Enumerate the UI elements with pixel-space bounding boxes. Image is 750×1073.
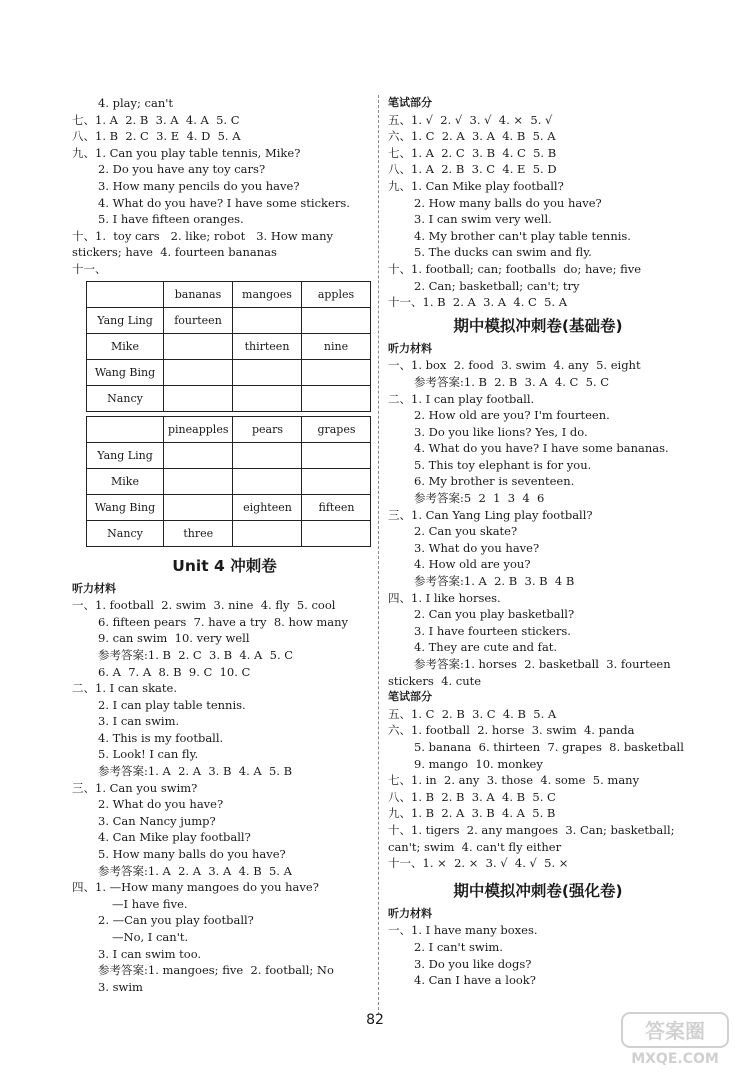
answer-line: —I have five. — [112, 896, 188, 911]
table-cell — [233, 359, 302, 385]
answer-line: 参考答案:1. A 2. A 3. B 4. A 5. B — [98, 764, 293, 779]
answer-line: 三、1. Can you swim? — [72, 780, 198, 795]
table-cell: mangoes — [233, 281, 302, 307]
table-cell: nine — [302, 333, 371, 359]
answer-line: 四、1. I like horses. — [388, 590, 501, 605]
answer-line: 八、1. B 2. C 3. E 4. D 5. A — [72, 129, 241, 144]
table-cell: fifteen — [302, 494, 371, 520]
table-cell — [87, 281, 164, 307]
answer-line: 2. Can you skate? — [414, 524, 518, 539]
table-cell — [233, 520, 302, 546]
table-cell — [302, 468, 371, 494]
table-row — [87, 494, 371, 520]
table-cell: Nancy — [87, 520, 164, 546]
table-cell: pears — [233, 416, 302, 442]
answer-line: 八、1. B 2. B 3. A 4. B 5. C — [388, 789, 556, 804]
right-lines-mid — [388, 341, 688, 872]
table-row — [87, 333, 371, 359]
table-cell — [87, 416, 164, 442]
answer-line: 2. Do you have any toy cars? — [98, 162, 266, 177]
answer-line: 七、1. in 2. any 3. those 4. some 5. many — [388, 773, 640, 788]
answer-table-fruits-2 — [86, 416, 371, 547]
table-cell: Mike — [87, 333, 164, 359]
table-cell: eighteen — [233, 494, 302, 520]
answer-line: 参考答案:1. B 2. B 3. A 4. C 5. C — [414, 374, 610, 389]
midterm-strong-title: 期中模拟冲刺卷(强化卷) — [453, 881, 623, 900]
answer-line: 3. swim — [98, 979, 143, 994]
table-row — [87, 442, 371, 468]
answer-line: 4. What do you have? I have some bananas. — [414, 441, 669, 456]
answer-line: 3. How many pencils do you have? — [98, 178, 300, 193]
answer-line: 4. play; can't — [98, 96, 174, 110]
answer-line: stickers 4. cute — [388, 673, 482, 688]
answer-line: 参考答案:1. A 2. B 3. B 4 B — [414, 574, 575, 589]
answer-line: 三、1. Can Yang Ling play football? — [388, 507, 593, 522]
answer-line: 3. Can Nancy jump? — [98, 813, 216, 828]
answer-line: 一、1. I have many boxes. — [388, 923, 538, 938]
table-cell — [302, 442, 371, 468]
table-cell — [302, 385, 371, 411]
table-cell — [233, 385, 302, 411]
table-cell — [302, 359, 371, 385]
right-lines-top — [388, 95, 688, 311]
column-divider — [378, 95, 379, 1015]
answer-line: 二、1. I can play football. — [388, 391, 535, 406]
section-heading: 笔试部分 — [388, 690, 432, 704]
answer-line: 5. I have fifteen oranges. — [98, 212, 244, 227]
answer-line: 6. fifteen pears 7. have a try 8. how many — [98, 614, 348, 629]
table-cell: fourteen — [164, 307, 233, 333]
table-row — [87, 307, 371, 333]
answer-line: 2. —Can you play football? — [98, 913, 254, 928]
table-cell: Mike — [87, 468, 164, 494]
answer-line: 二、1. I can skate. — [72, 681, 177, 696]
table-cell: grapes — [302, 416, 371, 442]
answer-line: 参考答案:5 2 1 3 4 6 — [414, 491, 545, 506]
table-cell — [302, 520, 371, 546]
table-row — [87, 468, 371, 494]
answer-line: 2. What do you have? — [98, 797, 224, 812]
answer-line: 十、1. football; can; footballs do; have; five — [388, 261, 642, 276]
answer-line: 3. What do you have? — [414, 540, 540, 555]
table-cell: Wang Bing — [87, 494, 164, 520]
table-row — [87, 416, 371, 442]
answer-line: 六、1. football 2. horse 3. swim 4. panda — [388, 723, 635, 738]
answer-line: 5. How many balls do you have? — [98, 847, 286, 862]
left-lines-top — [72, 95, 377, 278]
table-cell: three — [164, 520, 233, 546]
right-column — [388, 95, 688, 989]
answer-line: 3. Do you like dogs? — [414, 956, 532, 971]
table-cell: Wang Bing — [87, 359, 164, 385]
answer-line: 6. My brother is seventeen. — [414, 474, 575, 489]
watermark-logo — [620, 1011, 730, 1067]
answer-line: 十、1. toy cars 2. like; robot 3. How many — [72, 228, 333, 243]
left-column — [72, 95, 377, 995]
table-cell — [233, 468, 302, 494]
answer-line: 十一、1. × 2. × 3. √ 4. √ 5. × — [388, 856, 569, 871]
table-cell — [164, 442, 233, 468]
answer-line: 9. can swim 10. very well — [98, 631, 250, 646]
answer-line: 2. I can play table tennis. — [98, 697, 246, 712]
answer-line: 5. This toy elephant is for you. — [414, 457, 592, 472]
table-cell — [164, 385, 233, 411]
left-lines-bottom — [72, 581, 377, 996]
answer-line: 6. A 7. A 8. B 9. C 10. C — [98, 664, 251, 679]
answer-line: 十、1. tigers 2. any mangoes 3. Can; basketball; — [388, 822, 675, 837]
table-cell — [164, 359, 233, 385]
table-cell — [233, 307, 302, 333]
answer-line: 9. mango 10. monkey — [414, 756, 543, 771]
answer-line: 4. This is my football. — [98, 730, 224, 745]
answer-line: 3. I can swim very well. — [414, 212, 552, 227]
answer-line: 2. Can; basketball; can't; try — [414, 278, 580, 293]
answer-line: 5. The ducks can swim and fly. — [414, 245, 592, 260]
answer-line: 4. Can Mike play football? — [98, 830, 251, 845]
answer-line: 参考答案:1. mangoes; five 2. football; No — [98, 963, 334, 978]
answer-line: 九、1. Can Mike play football? — [388, 178, 564, 193]
table-cell: Yang Ling — [87, 307, 164, 333]
answer-line: 4. Can I have a look? — [414, 973, 536, 988]
answer-line: 七、1. A 2. B 3. A 4. A 5. C — [72, 112, 240, 127]
answer-line: 2. Can you play basketball? — [414, 607, 575, 622]
answer-line: 十一、1. B 2. A 3. A 4. C 5. A — [388, 295, 568, 310]
table-cell: apples — [302, 281, 371, 307]
answer-line: can't; swim 4. can't fly either — [388, 839, 562, 854]
answer-line: 参考答案:1. A 2. A 3. A 4. B 5. A — [98, 863, 292, 878]
table-cell: bananas — [164, 281, 233, 307]
watermark-logo-text: 答案圈 — [645, 1019, 705, 1043]
answer-line: 四、1. —How many mangoes do you have? — [72, 880, 319, 895]
section-heading: 听力材料 — [72, 581, 116, 595]
table-cell — [164, 468, 233, 494]
answer-line: 五、1. C 2. B 3. C 4. B 5. A — [388, 706, 557, 721]
table-cell — [302, 307, 371, 333]
answer-line: 4. They are cute and fat. — [414, 640, 558, 655]
table-row — [87, 359, 371, 385]
table-cell: pineapples — [164, 416, 233, 442]
answer-line: 2. How many balls do you have? — [414, 195, 602, 210]
table-cell: thirteen — [233, 333, 302, 359]
answer-line: 3. I can swim. — [98, 714, 180, 729]
answer-line: 七、1. A 2. C 3. B 4. C 5. B — [388, 145, 557, 160]
answer-line: 4. My brother can't play table tennis. — [414, 228, 631, 243]
table-row — [87, 520, 371, 546]
table-cell: Nancy — [87, 385, 164, 411]
answer-line: 九、1. Can you play table tennis, Mike? — [72, 145, 301, 160]
answer-line: 八、1. A 2. B 3. C 4. E 5. D — [388, 162, 557, 177]
answer-line: 六、1. C 2. A 3. A 4. B 5. A — [388, 129, 556, 144]
answer-line: 一、1. box 2. food 3. swim 4. any 5. eight — [388, 358, 641, 373]
answer-line: 2. How old are you? I'm fourteen. — [414, 408, 610, 423]
section-heading: 听力材料 — [388, 906, 432, 920]
answer-line: 参考答案:1. B 2. C 3. B 4. A 5. C — [98, 647, 294, 662]
table-cell — [164, 494, 233, 520]
unit-4-title: Unit 4 冲刺卷 — [172, 556, 277, 575]
answer-table-fruits-1 — [86, 281, 371, 412]
right-lines-bottom — [388, 906, 688, 989]
answer-line: 3. I have fourteen stickers. — [414, 623, 571, 638]
section-heading: 听力材料 — [388, 341, 432, 355]
page-number: 82 — [366, 1012, 384, 1028]
answer-line: 4. What do you have? I have some stickers. — [98, 195, 350, 210]
answer-line: 5. Look! I can fly. — [98, 747, 199, 762]
watermark-url: MXQE.COM — [631, 1051, 719, 1067]
midterm-basic-title: 期中模拟冲刺卷(基础卷) — [453, 316, 623, 335]
table-cell: Yang Ling — [87, 442, 164, 468]
answer-line: 五、1. √ 2. √ 3. √ 4. × 5. √ — [388, 112, 553, 127]
table-cell — [233, 442, 302, 468]
answer-line: —No, I can't. — [112, 930, 189, 944]
table-row — [87, 281, 371, 307]
answer-line: 参考答案:1. horses 2. basketball 3. fourteen — [414, 657, 671, 671]
answer-line: 3. I can swim too. — [98, 946, 202, 961]
answer-line: stickers; have 4. fourteen bananas — [72, 245, 277, 260]
answer-line: 一、1. football 2. swim 3. nine 4. fly 5. cool — [72, 598, 336, 613]
answer-line: 2. I can't swim. — [414, 939, 503, 954]
answer-line: 5. banana 6. thirteen 7. grapes 8. basketball — [414, 739, 684, 754]
answer-line: 3. Do you like lions? Yes, I do. — [414, 424, 588, 439]
table-cell — [164, 333, 233, 359]
answer-line: 十一、 — [72, 261, 107, 276]
answer-line: 4. How old are you? — [414, 557, 531, 572]
table-row — [87, 385, 371, 411]
answer-line: 九、1. B 2. A 3. B 4. A 5. B — [388, 806, 556, 821]
section-heading: 笔试部分 — [388, 96, 432, 109]
